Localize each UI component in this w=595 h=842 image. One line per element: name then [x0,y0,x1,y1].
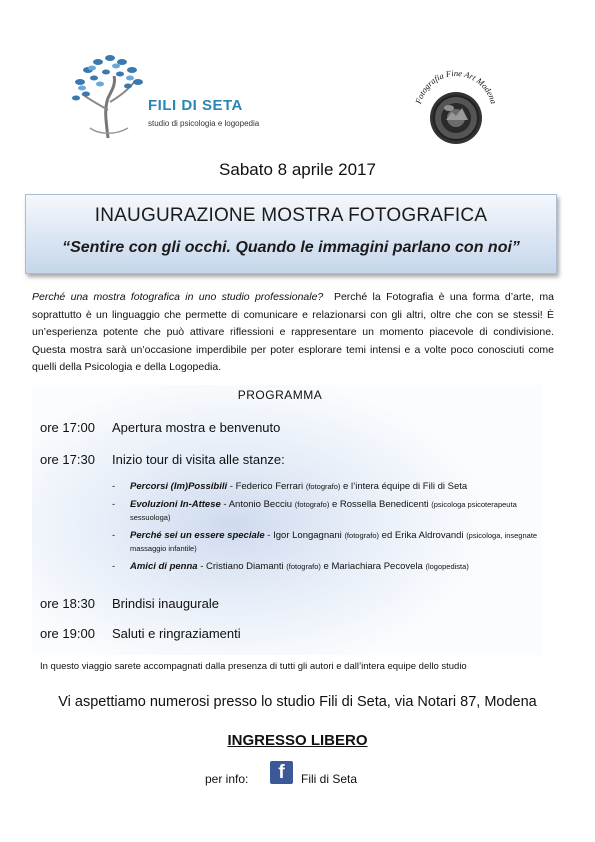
free-entry: INGRESSO LIBERO [227,732,368,749]
rooms-list [112,480,542,578]
info-label: per info: [205,772,249,786]
intro-paragraph [32,289,554,377]
program-row [40,420,280,435]
list-item: - Percorsi (Im)Possibili - Federico Ferrari (fotografo) e l’intera équipe di Fili di Seta [112,481,468,492]
event-subtitle: “Sentire con gli occhi. Quando le immagini parlano con noi” [62,239,520,256]
list-item: - Evoluzioni In-Attese - Antonio Becciu (fotografo) e Rossella Benedicenti (psicologa psicoterapeuta sessuologa) [112,499,517,522]
brand-name: FILI DI SETA [148,97,243,114]
row-label: Inizio tour di visita alle stanze: [112,452,285,467]
fili-di-seta-logo [68,50,260,142]
row-time: ore 17:00 [40,420,95,435]
title-box [25,194,557,274]
row-label: Brindisi inaugurale [112,596,219,611]
row-label: Saluti e ringraziamenti [112,626,241,641]
row-time: ore 17:30 [40,452,95,467]
program-row [40,626,241,641]
intro-text: Perché la Fotografia è una forma d’arte, ma soprattutto è un linguaggio che permette di comunicare e relazionarsi con gli altri, oltre che con se stessi! È un’esperienza potente che può attivare riflessioni e rappresentare un momento piacevole di condivisione. Questa mostra sarà un’occasione imperdibile per poter esplorare temi intensi e a volte poco conosciuti come quelli della Psicologia e della Logopedia. [32,291,554,373]
list-item: - Perché sei un essere speciale - Igor Longagnani (fotografo) ed Erika Aldrovandi (psicologa, insegnate massaggio infantile) [112,530,538,553]
event-date: Sabato 8 aprile 2017 [219,160,376,179]
row-label: Apertura mostra e benvenuto [112,420,281,435]
camera-lens-icon [408,60,504,156]
program-row [40,452,285,467]
row-time: ore 18:30 [40,596,95,611]
event-title: INAUGURAZIONE MOSTRA FOTOGRAFICA [94,205,488,226]
program-heading: PROGRAMMA [237,388,323,402]
invitation-address: Vi aspettiamo numerosi presso lo studio Fili di Seta, via Notari 87, Modena [58,694,537,710]
authors-note: In questo viaggio sarete accompagnati dalla presenza di tutti gli autori e dall’intera equipe dello studio [40,661,467,672]
brand-subtitle: studio di psicologia e logopedia [148,119,260,128]
facebook-page-link[interactable]: Fili di Seta [301,772,358,786]
row-time: ore 19:00 [40,626,95,641]
list-item: - Amici di penna - Cristiano Diamanti (fotografo) e Mariachiara Pecovela (logopedista) [112,561,469,572]
fotografia-fine-art-logo [408,60,504,156]
tree-icon [68,50,148,142]
facebook-icon[interactable]: f [270,761,293,784]
lens-arc-text: Fotografia Fine Art Modena [413,68,499,105]
intro-question: Perché una mostra fotografica in uno studio professionale? [32,291,324,303]
program-row [40,596,219,611]
